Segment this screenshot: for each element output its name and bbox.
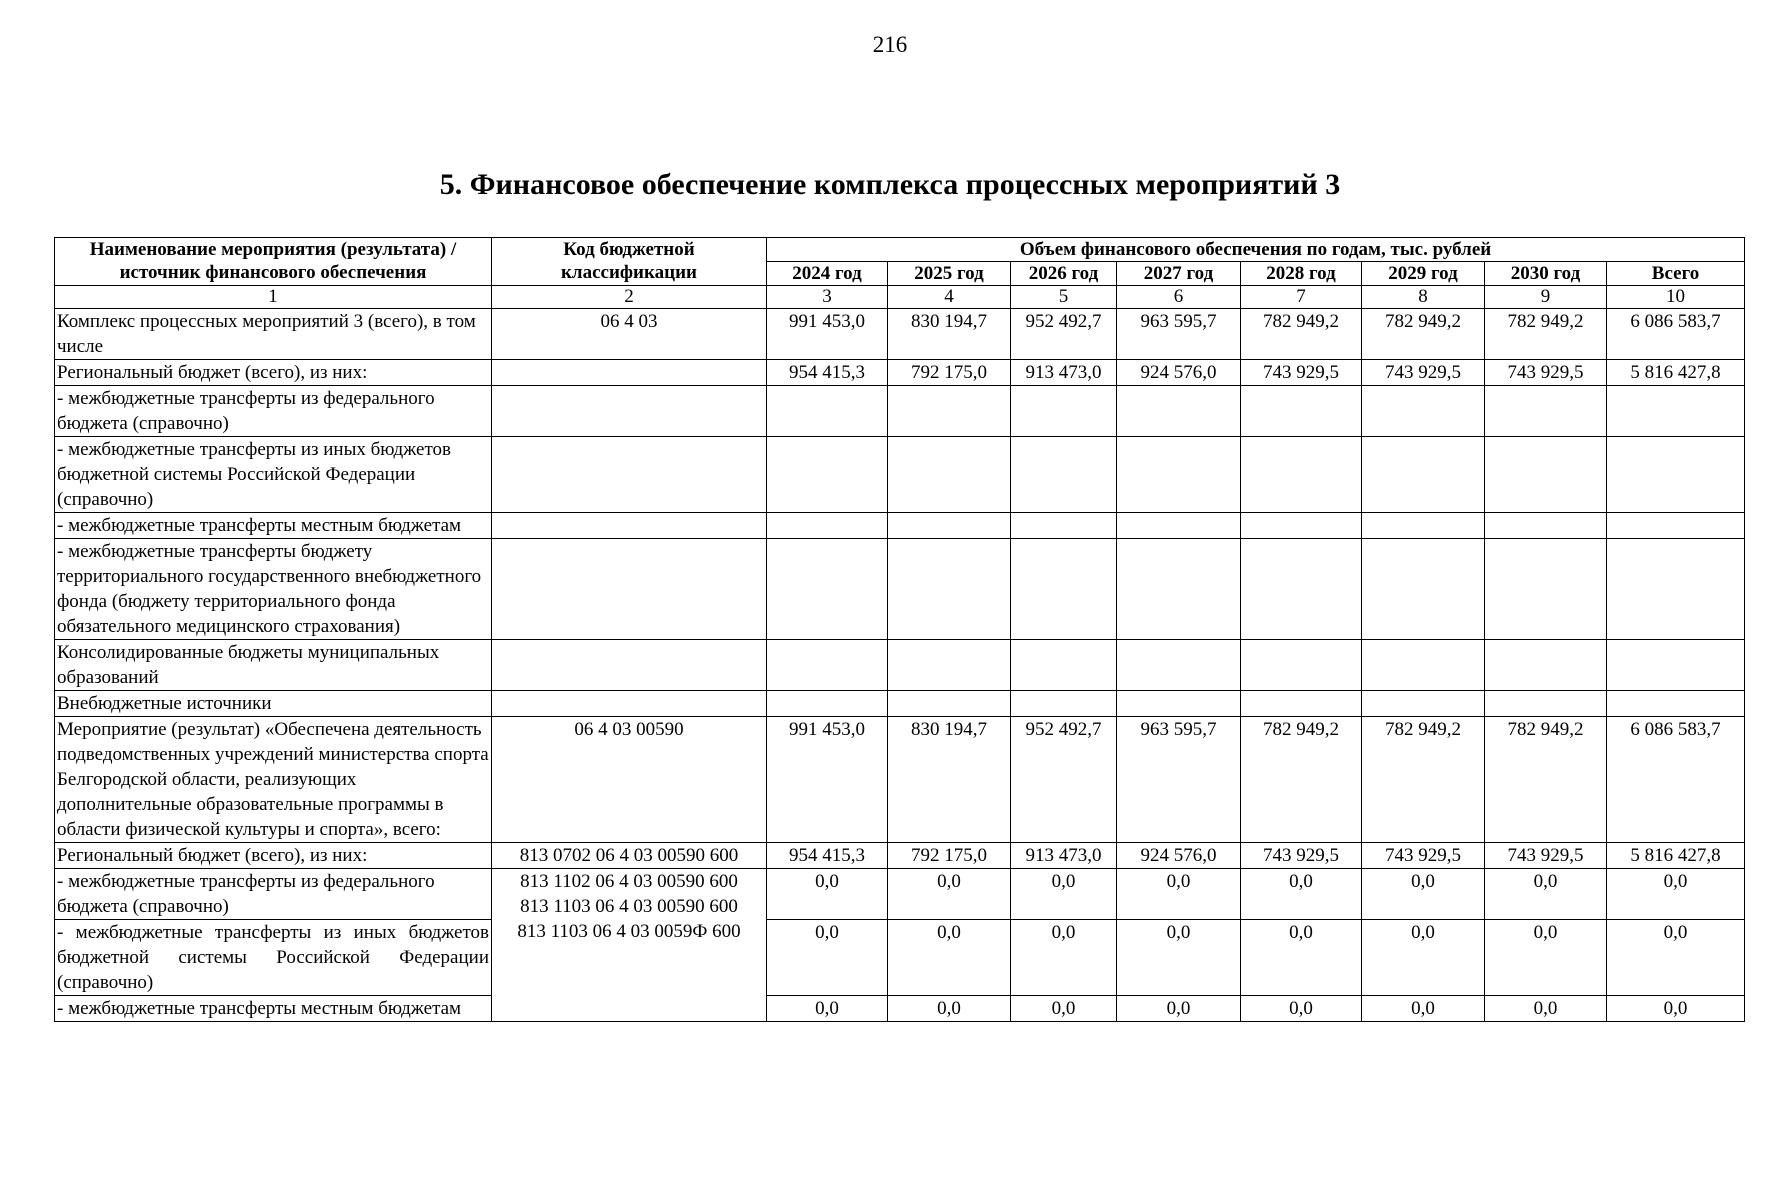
row-value (1117, 386, 1241, 437)
table-row (55, 539, 1745, 640)
document-title: 5. Финансовое обеспечение комплекса процессных мероприятий 3 (439, 168, 1341, 201)
column-number: 9 (1485, 286, 1607, 309)
row-value: 0,0 (767, 920, 888, 996)
row-value (1011, 513, 1117, 539)
row-value (767, 437, 888, 513)
row-total: 5 816 427,8 (1607, 360, 1745, 386)
table-row (55, 920, 1745, 996)
column-number: 10 (1607, 286, 1745, 309)
row-value: 991 453,0 (767, 717, 888, 843)
row-value (767, 513, 888, 539)
row-total: 0,0 (1607, 996, 1745, 1022)
row-value (888, 691, 1011, 717)
row-value (1241, 691, 1362, 717)
header-total: Всего (1607, 262, 1745, 286)
row-value (1362, 437, 1485, 513)
row-value: 782 949,2 (1485, 309, 1607, 360)
row-total (1607, 691, 1745, 717)
row-name: - межбюджетные трансферты из федерального бюджета (справочно) (55, 869, 492, 920)
row-value (1117, 640, 1241, 691)
row-value: 924 576,0 (1117, 843, 1241, 869)
row-value: 830 194,7 (888, 309, 1011, 360)
row-value: 0,0 (1362, 996, 1485, 1022)
column-number: 6 (1117, 286, 1241, 309)
row-value (1011, 691, 1117, 717)
row-value: 0,0 (888, 920, 1011, 996)
row-value (888, 386, 1011, 437)
row-value (767, 539, 888, 640)
row-value (1011, 386, 1117, 437)
row-value: 0,0 (767, 869, 888, 920)
row-code (492, 691, 767, 717)
row-value (1011, 437, 1117, 513)
row-value (1117, 513, 1241, 539)
row-value (767, 386, 888, 437)
row-value: 952 492,7 (1011, 309, 1117, 360)
row-code (492, 360, 767, 386)
row-value: 0,0 (888, 996, 1011, 1022)
row-value: 0,0 (1485, 920, 1607, 996)
row-value: 0,0 (1117, 996, 1241, 1022)
row-code (492, 513, 767, 539)
row-value (1117, 437, 1241, 513)
row-code (492, 640, 767, 691)
row-value: 743 929,5 (1241, 843, 1362, 869)
table-row (55, 843, 1745, 869)
row-total: 5 816 427,8 (1607, 843, 1745, 869)
row-value: 743 929,5 (1485, 360, 1607, 386)
row-value: 0,0 (1117, 869, 1241, 920)
row-value (1362, 386, 1485, 437)
row-value: 0,0 (1362, 869, 1485, 920)
row-code: 06 4 03 00590 (492, 717, 767, 843)
header-code: Код бюджетной классификации (492, 238, 767, 286)
column-number: 5 (1011, 286, 1117, 309)
header-year: 2027 год (1117, 262, 1241, 286)
row-code: 813 0702 06 4 03 00590 600 (492, 843, 767, 869)
row-code: 813 1102 06 4 03 00590 600 813 1103 06 4 03 00590 600 813 1103 06 4 03 0059Ф 600 (492, 869, 767, 1022)
row-value: 0,0 (888, 869, 1011, 920)
row-value: 792 175,0 (888, 360, 1011, 386)
row-code (492, 386, 767, 437)
table-row (55, 691, 1745, 717)
row-value: 830 194,7 (888, 717, 1011, 843)
row-value (1485, 437, 1607, 513)
row-name: Мероприятие (результат) «Обеспечена деятельность подведомственных учреждений министерства спорта Белгородской области, реализующих дополнительные образовательные программы в области физической культуры и спорта», всего: (55, 717, 492, 843)
row-value: 0,0 (1011, 996, 1117, 1022)
row-total: 0,0 (1607, 869, 1745, 920)
row-value: 0,0 (1117, 920, 1241, 996)
table-row (55, 309, 1745, 360)
row-value: 0,0 (1241, 869, 1362, 920)
row-value: 0,0 (1011, 869, 1117, 920)
row-value: 782 949,2 (1241, 309, 1362, 360)
row-value: 0,0 (1362, 920, 1485, 996)
row-value (767, 640, 888, 691)
row-name: - межбюджетные трансферты местным бюджетам (55, 513, 492, 539)
table-header (55, 238, 1745, 286)
row-code: 06 4 03 (492, 309, 767, 360)
row-value (1362, 640, 1485, 691)
row-total: 6 086 583,7 (1607, 717, 1745, 843)
row-value: 782 949,2 (1241, 717, 1362, 843)
row-value (1241, 513, 1362, 539)
row-total (1607, 437, 1745, 513)
row-total: 0,0 (1607, 920, 1745, 996)
row-value: 0,0 (1241, 920, 1362, 996)
row-value (1485, 539, 1607, 640)
table-row (55, 640, 1745, 691)
row-code (492, 437, 767, 513)
header-year: 2028 год (1241, 262, 1362, 286)
row-value: 743 929,5 (1241, 360, 1362, 386)
row-name: Внебюджетные источники (55, 691, 492, 717)
table-body (55, 286, 1745, 1022)
row-name: Региональный бюджет (всего), из них: (55, 360, 492, 386)
column-number: 4 (888, 286, 1011, 309)
row-value: 991 453,0 (767, 309, 888, 360)
row-value (1485, 691, 1607, 717)
row-code (492, 539, 767, 640)
row-value (1485, 386, 1607, 437)
column-number: 3 (767, 286, 888, 309)
row-value: 743 929,5 (1485, 843, 1607, 869)
row-value (888, 640, 1011, 691)
column-number: 7 (1241, 286, 1362, 309)
row-value (1241, 437, 1362, 513)
row-value: 782 949,2 (1362, 309, 1485, 360)
row-value (888, 437, 1011, 513)
row-value: 963 595,7 (1117, 717, 1241, 843)
row-value (1241, 539, 1362, 640)
table-row (55, 437, 1745, 513)
row-total (1607, 513, 1745, 539)
row-name: - межбюджетные трансферты из иных бюджетов бюджетной системы Российской Федерации (справочно) (55, 920, 492, 996)
column-number-row (55, 286, 1745, 309)
header-name: Наименование мероприятия (результата) / источник финансового обеспечения (55, 238, 492, 286)
row-name: - межбюджетные трансферты из иных бюджетов бюджетной системы Российской Федерации (справочно) (55, 437, 492, 513)
row-name: - межбюджетные трансферты из федерального бюджета (справочно) (55, 386, 492, 437)
row-value (888, 513, 1011, 539)
header-volume: Объем финансового обеспечения по годам, тыс. рублей (767, 238, 1745, 262)
row-value: 952 492,7 (1011, 717, 1117, 843)
row-name: - межбюджетные трансферты местным бюджетам (55, 996, 492, 1022)
row-total (1607, 640, 1745, 691)
table-row (55, 360, 1745, 386)
row-value: 0,0 (1485, 869, 1607, 920)
column-number: 2 (492, 286, 767, 309)
row-value (1362, 513, 1485, 539)
row-value (1362, 691, 1485, 717)
row-value: 954 415,3 (767, 843, 888, 869)
header-year: 2024 год (767, 262, 888, 286)
table-row (55, 717, 1745, 843)
header-year: 2026 год (1011, 262, 1117, 286)
row-value: 913 473,0 (1011, 843, 1117, 869)
row-value: 0,0 (1485, 996, 1607, 1022)
row-value: 0,0 (1241, 996, 1362, 1022)
row-value (1241, 640, 1362, 691)
row-value (1011, 539, 1117, 640)
row-value: 954 415,3 (767, 360, 888, 386)
row-value: 0,0 (1011, 920, 1117, 996)
header-year: 2029 год (1362, 262, 1485, 286)
row-value (1362, 539, 1485, 640)
row-value (888, 539, 1011, 640)
table-row (55, 513, 1745, 539)
row-value: 963 595,7 (1117, 309, 1241, 360)
column-number: 1 (55, 286, 492, 309)
table-row (55, 869, 1745, 920)
row-name: Комплекс процессных мероприятий 3 (всего), в том числе (55, 309, 492, 360)
row-name: - межбюджетные трансферты бюджету территориального государственного внебюджетного фонда (бюджету территориального фонда обязательного медицинского страхования) (55, 539, 492, 640)
row-value (1117, 539, 1241, 640)
column-number: 8 (1362, 286, 1485, 309)
row-value (1011, 640, 1117, 691)
row-value: 743 929,5 (1362, 360, 1485, 386)
row-value (1485, 640, 1607, 691)
row-value: 743 929,5 (1362, 843, 1485, 869)
table-row (55, 996, 1745, 1022)
row-value (767, 691, 888, 717)
row-value: 924 576,0 (1117, 360, 1241, 386)
header-year: 2025 год (888, 262, 1011, 286)
row-total (1607, 386, 1745, 437)
financing-table (54, 237, 1745, 1022)
page-number: 216 (872, 32, 908, 57)
row-value: 792 175,0 (888, 843, 1011, 869)
row-value: 782 949,2 (1362, 717, 1485, 843)
row-value (1117, 691, 1241, 717)
row-value (1241, 386, 1362, 437)
row-value (1485, 513, 1607, 539)
row-value: 782 949,2 (1485, 717, 1607, 843)
table-row (55, 386, 1745, 437)
row-value: 913 473,0 (1011, 360, 1117, 386)
header-year: 2030 год (1485, 262, 1607, 286)
row-total: 6 086 583,7 (1607, 309, 1745, 360)
row-value: 0,0 (767, 996, 888, 1022)
row-name: Региональный бюджет (всего), из них: (55, 843, 492, 869)
row-name: Консолидированные бюджеты муниципальных образований (55, 640, 492, 691)
row-total (1607, 539, 1745, 640)
